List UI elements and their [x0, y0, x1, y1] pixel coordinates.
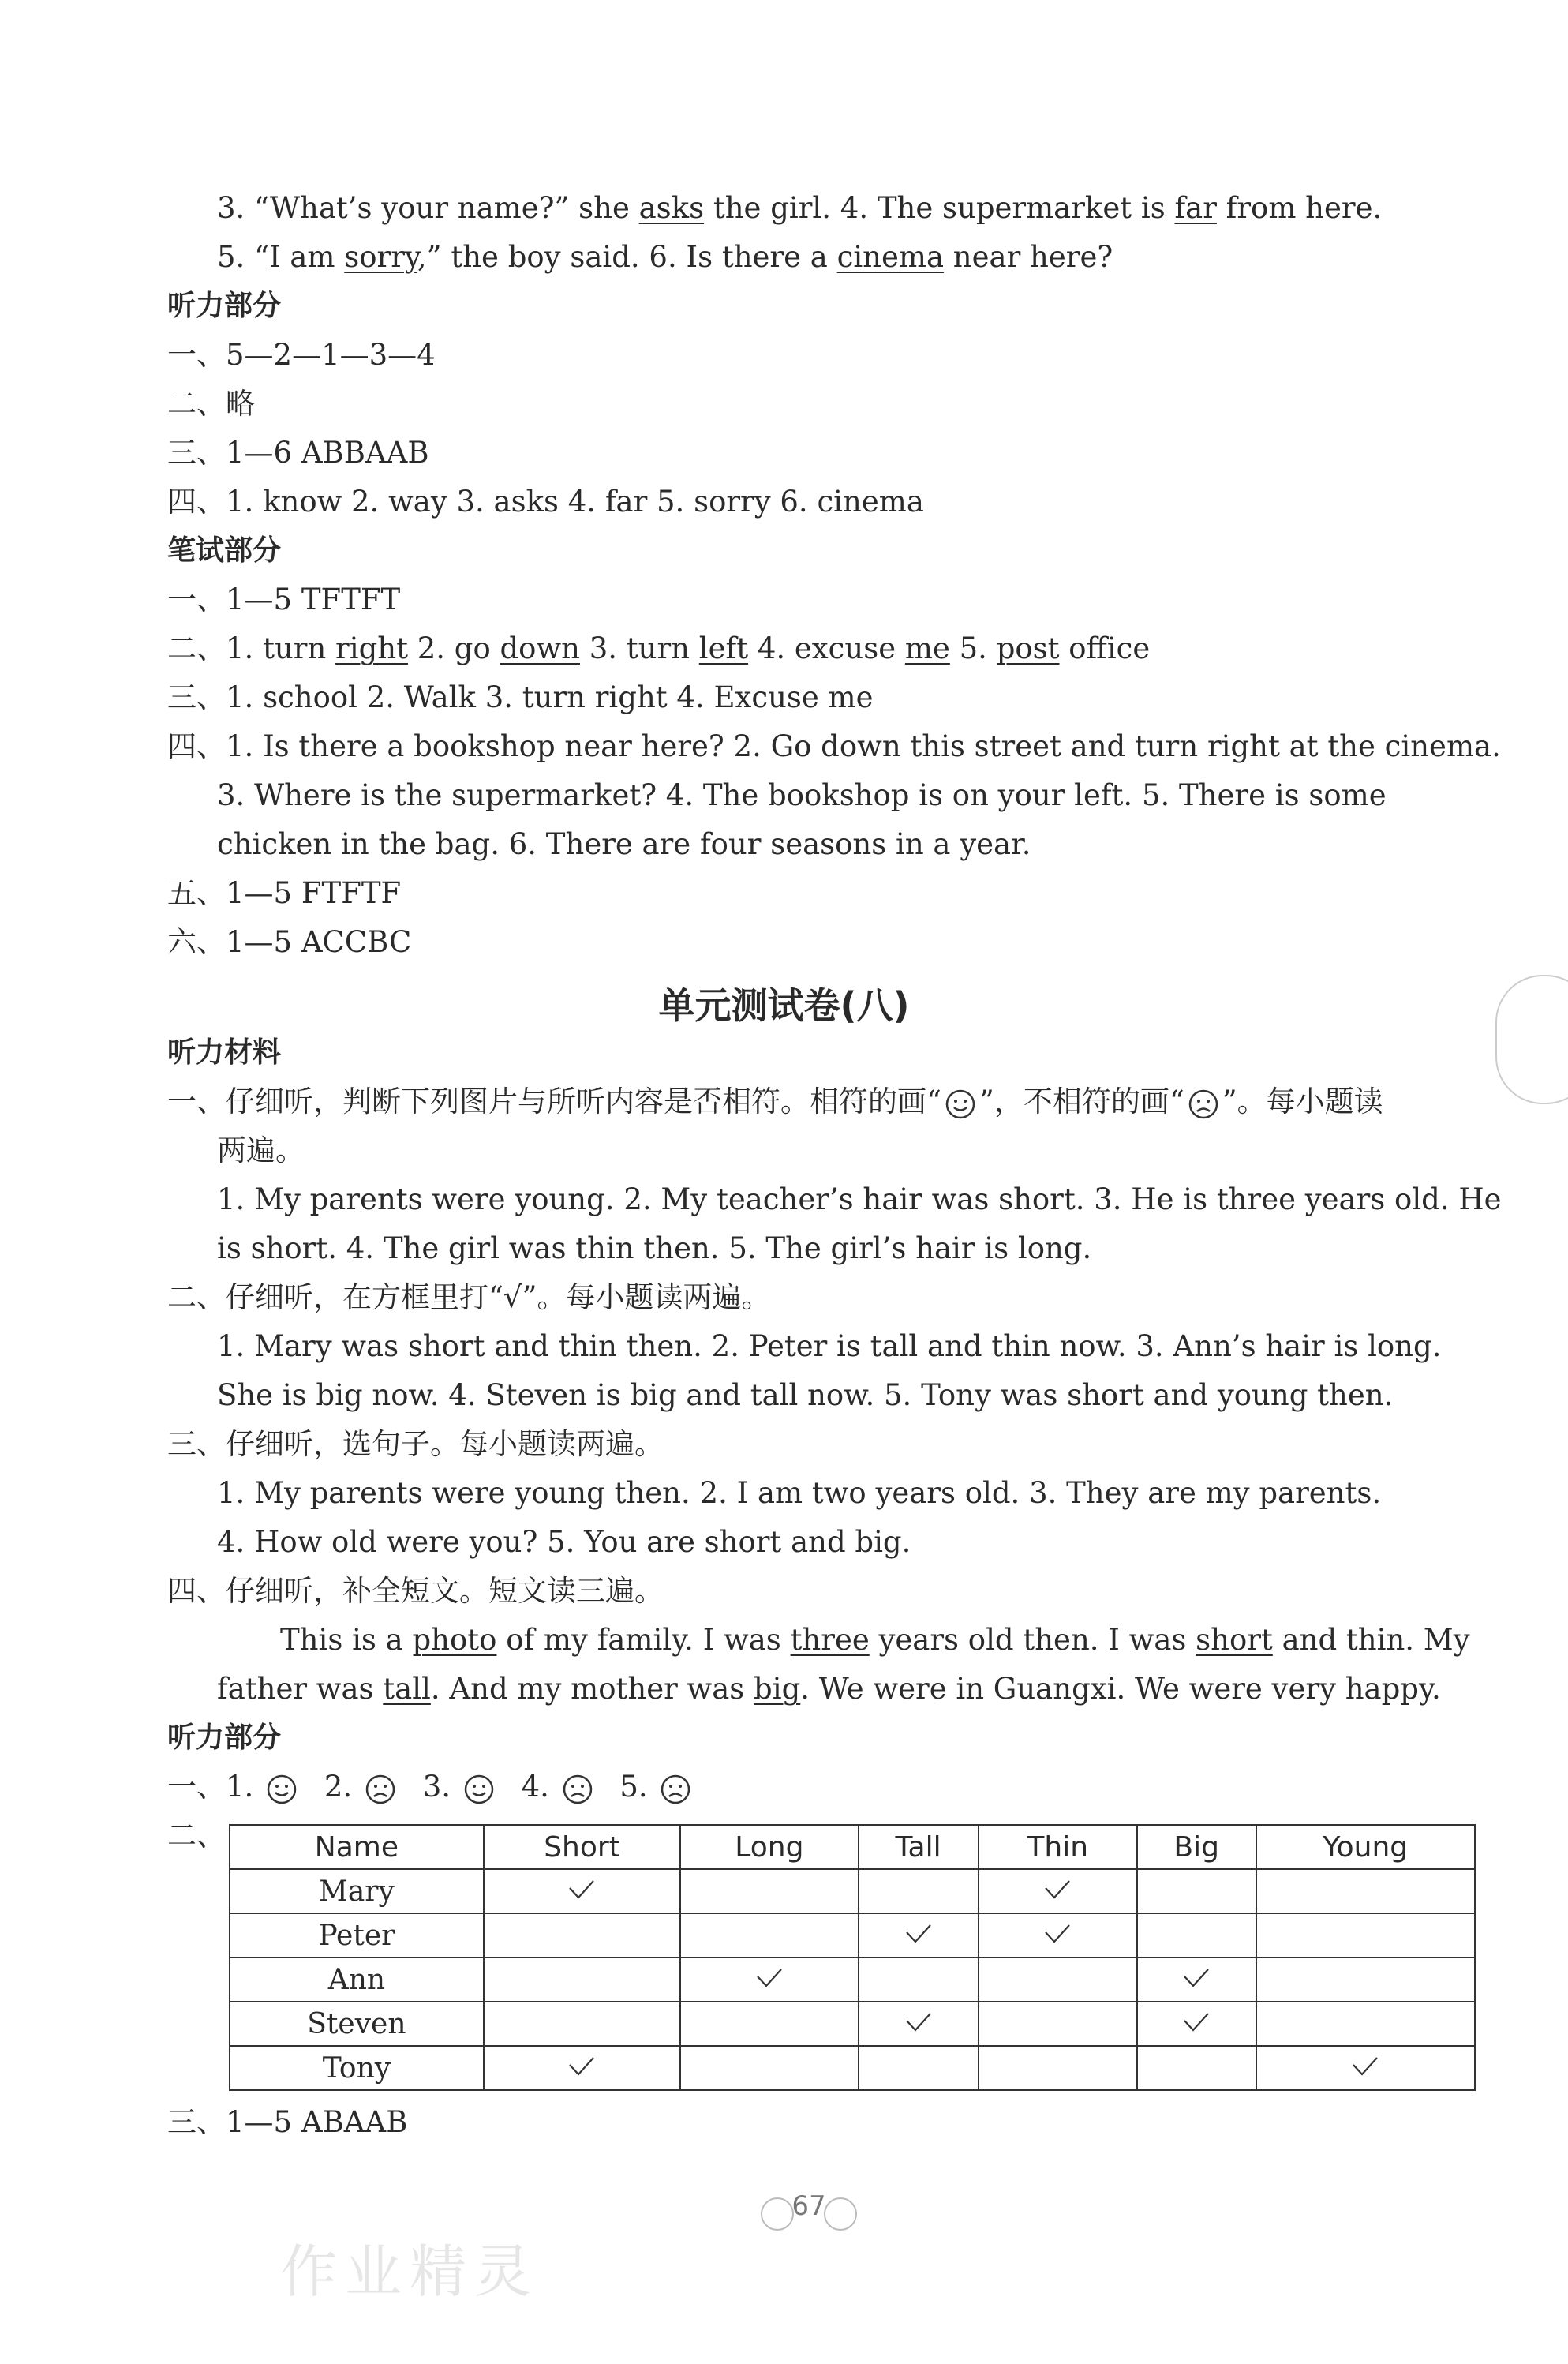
table-cell — [859, 2046, 979, 2090]
table-row — [230, 2046, 1475, 2090]
text: 5. — [619, 1770, 648, 1804]
material-4-instruction: 四、仔细听，补全短文。短文读三遍。 — [167, 1574, 664, 1608]
text: 4. — [521, 1770, 549, 1804]
frown-icon — [365, 1774, 396, 1805]
material-2-sentences: 1. Mary was short and thin then. 2. Peter is tall and thin now. 3. Ann’s hair is long. — [217, 1329, 1442, 1363]
page-number — [765, 2179, 852, 2234]
written-answer-4-cont: 3. Where is the supermarket? 4. The bookshop is on your left. 5. There is some — [217, 778, 1387, 812]
written-answer-4-cont2: chicken in the bag. 6. There are four seasons in a year. — [217, 827, 1031, 861]
table-cell — [1137, 2046, 1256, 2090]
name-cell: Peter — [230, 1913, 484, 1958]
answer-word: photo — [412, 1623, 497, 1657]
table-cell — [1256, 1958, 1476, 2002]
table-cell — [859, 1958, 979, 2002]
section-heading-listening-2: 听力部分 — [167, 1721, 282, 1754]
text: This is a — [280, 1623, 413, 1657]
face-answer-1 — [263, 1770, 301, 1804]
answer-word: right — [335, 631, 408, 665]
text: 4. excuse — [748, 631, 905, 665]
table-cell — [979, 1958, 1137, 2002]
table-cell — [484, 1913, 680, 1958]
answer-word: asks — [638, 191, 705, 225]
table-row — [230, 1869, 1475, 1913]
column-header: Young — [1256, 1825, 1476, 1869]
text: father was — [217, 1672, 384, 1706]
check-icon — [567, 2055, 596, 2077]
column-header: Name — [230, 1825, 484, 1869]
name-cell: Steven — [230, 2002, 484, 2046]
material-2-instruction: 二、仔细听，在方框里打“√”。每小题读两遍。 — [167, 1280, 771, 1314]
table-cell — [680, 1913, 858, 1958]
listening-answer-3b: 三、1—5 ABAAB — [167, 2105, 408, 2139]
check-icon — [904, 2011, 933, 2033]
written-answer-2 — [167, 630, 1150, 668]
material-4-passage — [280, 1621, 1470, 1659]
table-row — [230, 1913, 1475, 1958]
check-icon — [567, 1879, 596, 1901]
text: near here? — [944, 240, 1113, 274]
frown-icon — [660, 1774, 691, 1805]
table-cell — [979, 1913, 1137, 1958]
column-header: Tall — [859, 1825, 979, 1869]
material-1-sentences: 1. My parents were young. 2. My teacher’s hair was short. 3. He is three years old. He — [217, 1182, 1502, 1216]
bubble-decoration — [824, 2197, 857, 2231]
material-3-instruction: 三、仔细听，选句子。每小题读两遍。 — [167, 1427, 664, 1461]
check-icon — [1182, 1967, 1211, 1989]
text: 3. “What’s your name?” she — [217, 191, 639, 225]
face-answer-5 — [657, 1770, 694, 1804]
table-cell — [484, 1869, 680, 1913]
smile-icon — [266, 1774, 298, 1805]
name-cell: Mary — [230, 1869, 484, 1913]
smile-icon — [945, 1088, 976, 1120]
table-row — [230, 2002, 1475, 2046]
face-answer-2 — [361, 1770, 399, 1804]
text: . And my mother was — [430, 1672, 754, 1706]
face-answers — [167, 1768, 694, 1806]
answer-word: tall — [383, 1672, 431, 1706]
answer-word: short — [1196, 1623, 1273, 1657]
text: ,” the boy said. 6. Is there a — [417, 240, 837, 274]
answer-word: me — [904, 631, 950, 665]
table-cell — [859, 2002, 979, 2046]
table-prefix: 二、 — [167, 1819, 226, 1853]
material-1-sentences-cont: is short. 4. The girl was thin then. 5. The girl’s hair is long. — [217, 1231, 1092, 1265]
face-answer-3 — [460, 1770, 498, 1804]
table-cell — [1256, 2002, 1476, 2046]
table-body — [230, 1869, 1475, 2090]
text: ”。每小题读 — [1222, 1085, 1383, 1118]
text: 2. — [324, 1770, 353, 1804]
column-header: Thin — [979, 1825, 1137, 1869]
listening-answer-3: 三、1—6 ABBAAB — [167, 436, 429, 470]
smile-icon — [463, 1774, 495, 1805]
table-cell — [484, 2002, 680, 2046]
table-cell — [484, 1958, 680, 2002]
text: years old then. I was — [869, 1623, 1196, 1657]
text: ”，不相符的画“ — [979, 1085, 1184, 1118]
table-cell — [859, 1913, 979, 1958]
text: and thin. My — [1272, 1623, 1470, 1657]
answer-table — [229, 1824, 1476, 2091]
table-cell — [979, 2002, 1137, 2046]
material-2-sentences-cont: She is big now. 4. Steven is big and tall now. 5. Tony was short and young then. — [217, 1378, 1394, 1412]
text: 3. turn — [579, 631, 699, 665]
text: 5. — [949, 631, 997, 665]
answer-word: left — [698, 631, 749, 665]
check-icon — [1351, 2055, 1379, 2077]
text: from here. — [1216, 191, 1383, 225]
listening-answer-4: 四、1. know 2. way 3. asks 4. far 5. sorry 6. cinema — [167, 485, 924, 519]
frown-icon — [562, 1774, 593, 1805]
text: the girl. 4. The supermarket is — [704, 191, 1175, 225]
material-3-sentences: 1. My parents were young then. 2. I am two years old. 3. They are my parents. — [217, 1476, 1382, 1510]
section-heading-listening: 听力部分 — [167, 290, 282, 322]
check-icon — [1182, 2011, 1211, 2033]
text: 2. go — [407, 631, 500, 665]
written-answer-1: 一、1—5 TFTFT — [167, 583, 401, 616]
text: office — [1059, 631, 1151, 665]
table-cell — [680, 1869, 858, 1913]
name-cell: Ann — [230, 1958, 484, 2002]
text: of my family. I was — [496, 1623, 791, 1657]
name-cell: Tony — [230, 2046, 484, 2090]
column-header: Big — [1137, 1825, 1256, 1869]
table-cell — [1137, 1913, 1256, 1958]
material-1-instruction — [167, 1083, 1383, 1121]
answer-word: cinema — [836, 240, 945, 274]
written-answer-3: 三、1. school 2. Walk 3. turn right 4. Excuse me — [167, 680, 874, 714]
column-header: Short — [484, 1825, 680, 1869]
page-number-text: 67 — [791, 2190, 826, 2222]
answer-word: down — [500, 631, 580, 665]
listening-answer-1: 一、5—2—1—3—4 — [167, 338, 436, 372]
answer-word: far — [1174, 191, 1217, 225]
table-cell — [979, 1869, 1137, 1913]
check-icon — [1043, 1923, 1072, 1945]
answer-line-3-4 — [217, 189, 1382, 227]
written-answer-5: 五、1—5 FTFTF — [167, 876, 402, 910]
table-cell — [680, 1958, 858, 2002]
column-header: Long — [680, 1825, 858, 1869]
text: . We were in Guangxi. We were very happy. — [800, 1672, 1441, 1706]
unit-test-title: 单元测试卷(八) — [658, 984, 910, 1027]
table-row — [230, 1958, 1475, 2002]
text: 3. — [422, 1770, 451, 1804]
written-answer-6: 六、1—5 ACCBC — [167, 925, 412, 959]
text: 5. “I am — [217, 240, 345, 274]
check-icon — [755, 1967, 784, 1989]
material-3-sentences-cont: 4. How old were you? 5. You are short and big. — [217, 1525, 911, 1559]
table-cell — [680, 2046, 858, 2090]
table-cell — [1256, 2046, 1476, 2090]
watermark: 作业精灵 — [280, 2238, 540, 2305]
written-answer-4: 四、1. Is there a bookshop near here? 2. Go down this street and turn right at the cinema. — [167, 729, 1501, 763]
table-cell — [1137, 2002, 1256, 2046]
table-cell — [1137, 1869, 1256, 1913]
answer-word: post — [996, 631, 1060, 665]
table-cell — [859, 1869, 979, 1913]
material-1-cont: 两遍。 — [217, 1133, 305, 1167]
stamp-logo — [1495, 975, 1568, 1104]
answer-word: three — [790, 1623, 870, 1657]
table-cell — [484, 2046, 680, 2090]
check-icon — [1043, 1879, 1072, 1901]
check-icon — [904, 1923, 933, 1945]
face-answer-4 — [559, 1770, 597, 1804]
answer-word: big — [754, 1672, 801, 1706]
table-cell — [1256, 1913, 1476, 1958]
bubble-decoration — [761, 2197, 794, 2231]
table-cell — [979, 2046, 1137, 2090]
listening-answer-2: 二、略 — [167, 387, 255, 421]
text: 一、1. — [167, 1770, 254, 1804]
answer-line-5-6 — [217, 238, 1113, 276]
text: 一、仔细听，判断下列图片与所听内容是否相符。相符的画“ — [167, 1085, 941, 1118]
table-header-row — [230, 1825, 1475, 1869]
material-4-passage-cont — [217, 1670, 1441, 1708]
text: 二、1. turn — [167, 631, 336, 665]
section-heading-written: 笔试部分 — [167, 534, 282, 567]
table-cell — [680, 2002, 858, 2046]
table-cell — [1137, 1958, 1256, 2002]
answer-word: sorry — [344, 240, 417, 274]
section-heading-material: 听力材料 — [167, 1036, 282, 1069]
frown-icon — [1188, 1088, 1219, 1120]
table-cell — [1256, 1869, 1476, 1913]
